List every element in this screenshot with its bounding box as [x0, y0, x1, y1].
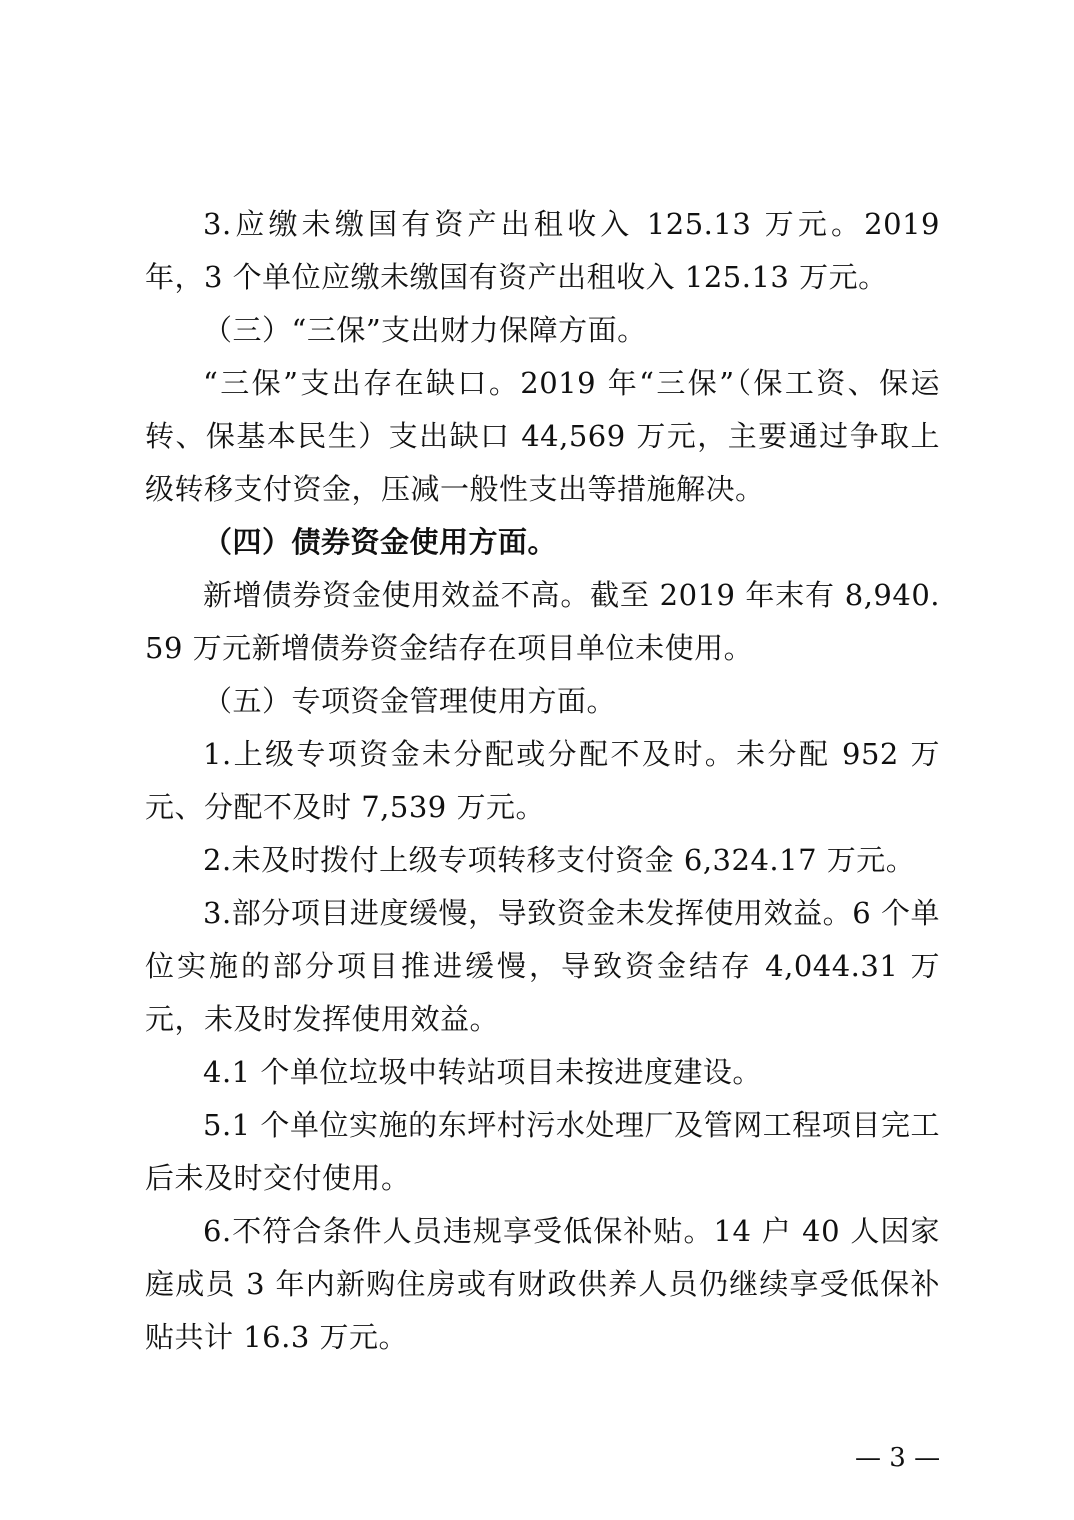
- section-heading-bond-funds: （四）债券资金使用方面。: [203, 525, 558, 559]
- paragraph-garbage-station: 4.1 个单位垃圾中转站项目未按进度建设。: [203, 1055, 762, 1089]
- section-heading-special-funds: （五）专项资金管理使用方面。: [203, 684, 617, 718]
- paragraph-transfer-payment: 2.未及时拨付上级专项转移支付资金 6,324.17 万元。: [203, 843, 916, 877]
- section-heading-three-guarantees: （三）“三保”支出财力保障方面。: [203, 313, 647, 347]
- paragraph-sewage-plant: 5.1 个单位实施的东坪村污水处理厂及管网工程项目完工后未及时交付使用。: [145, 1108, 940, 1195]
- page-number: — 3 —: [855, 1443, 941, 1473]
- paragraph-bond-funds: 新增债券资金使用效益不高。截至 2019 年末有 8,940.59 万元新增债券资金结存在项目单位未使用。: [145, 578, 940, 665]
- paragraph-special-funds-allocation: 1.上级专项资金未分配或分配不及时。未分配 952 万元、分配不及时 7,539 万元。: [145, 737, 940, 824]
- paragraph-subsistence-allowance: 6.不符合条件人员违规享受低保补贴。14 户 40 人因家庭成员 3 年内新购住房或有财政供养人员仍继续享受低保补贴共计 16.3 万元。: [145, 1214, 940, 1354]
- body-text: [145, 198, 940, 1364]
- paragraph-project-progress: 3.部分项目进度缓慢，导致资金未发挥使用效益。6 个单位实施的部分项目推进缓慢，导致资金结存 4,044.31 万元，未及时发挥使用效益。: [145, 896, 940, 1036]
- paragraph-rental-income: 3.应缴未缴国有资产出租收入 125.13 万元。2019 年，3 个单位应缴未缴国有资产出租收入 125.13 万元。: [145, 207, 940, 294]
- paragraph-three-guarantees-gap: “三保”支出存在缺口。2019 年“三保”（保工资、保运转、保基本民生）支出缺口 44,569 万元，主要通过争取上级转移支付资金，压减一般性支出等措施解决。: [145, 366, 940, 506]
